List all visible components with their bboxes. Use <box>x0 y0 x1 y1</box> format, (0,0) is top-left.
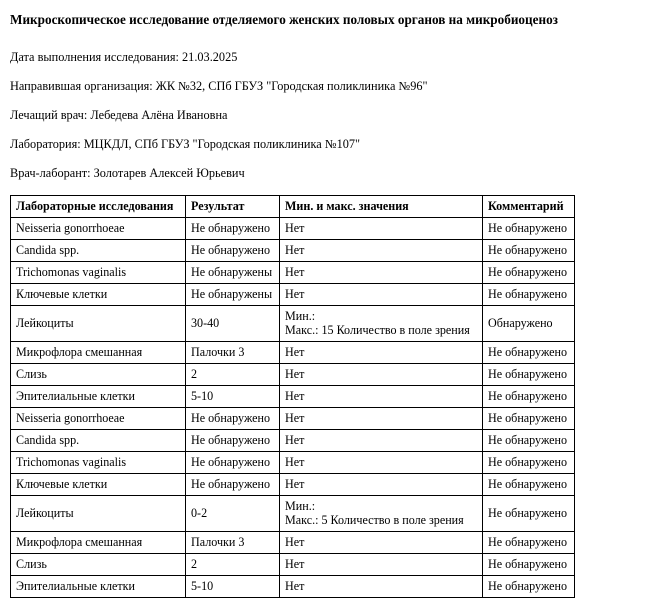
table-row <box>11 430 575 452</box>
results-table-container <box>0 195 656 598</box>
cell-comment: Не обнаружено <box>483 240 575 262</box>
cell-comment: Не обнаружено <box>483 452 575 474</box>
min-value-line: Мин.: <box>285 309 316 323</box>
cell-min-max: Нет <box>280 364 483 386</box>
cell-min-max: Нет <box>280 218 483 240</box>
cell-min-max: Нет <box>280 240 483 262</box>
cell-comment: Не обнаружено <box>483 262 575 284</box>
cell-comment: Обнаружено <box>483 306 575 342</box>
cell-test-name: Лейкоциты <box>11 306 186 342</box>
cell-min-max: Нет <box>280 386 483 408</box>
table-row <box>11 386 575 408</box>
max-value-line: Макс.: 15 Количество в поле зрения <box>285 323 470 337</box>
lab-results-table <box>10 195 575 598</box>
table-row <box>11 576 575 598</box>
cell-result: Не обнаружено <box>186 240 280 262</box>
cell-test-name: Neisseria gonorrhoeae <box>11 408 186 430</box>
cell-comment: Не обнаружено <box>483 364 575 386</box>
metadata-line-study-date: Дата выполнения исследования: 21.03.2025 <box>10 50 238 64</box>
cell-test-name: Trichomonas vaginalis <box>11 452 186 474</box>
report-metadata <box>0 50 656 180</box>
metadata-line-laboratory: Лаборатория: МЦКДЛ, СПб ГБУЗ "Городская поликлиника №107" <box>10 137 361 151</box>
table-row <box>11 408 575 430</box>
cell-result: Не обнаружены <box>186 262 280 284</box>
cell-test-name: Neisseria gonorrhoeae <box>11 218 186 240</box>
column-header-result: Результат <box>186 196 280 218</box>
column-header-minmax: Мин. и макс. значения <box>280 196 483 218</box>
table-row <box>11 474 575 496</box>
cell-result: Палочки 3 <box>186 532 280 554</box>
cell-min-max: Нет <box>280 554 483 576</box>
metadata-line-referring-org: Направившая организация: ЖК №32, СПб ГБУЗ "Городская поликлиника №96" <box>10 79 428 93</box>
cell-comment: Не обнаружено <box>483 532 575 554</box>
table-row <box>11 284 575 306</box>
cell-min-max <box>280 306 483 342</box>
cell-test-name: Слизь <box>11 554 186 576</box>
cell-result: Не обнаружено <box>186 430 280 452</box>
page-title: Микроскопическое исследование отделяемого женских половых органов на микробиоценоз <box>10 12 558 27</box>
cell-result: Палочки 3 <box>186 342 280 364</box>
column-header-test: Лабораторные исследования <box>11 196 186 218</box>
cell-comment: Не обнаружено <box>483 218 575 240</box>
table-body <box>11 218 575 598</box>
cell-result: 2 <box>186 364 280 386</box>
cell-comment: Не обнаружено <box>483 342 575 364</box>
cell-test-name: Trichomonas vaginalis <box>11 262 186 284</box>
cell-min-max: Нет <box>280 262 483 284</box>
table-row <box>11 218 575 240</box>
table-row <box>11 554 575 576</box>
cell-comment: Не обнаружено <box>483 554 575 576</box>
cell-test-name: Слизь <box>11 364 186 386</box>
cell-test-name: Эпителиальные клетки <box>11 576 186 598</box>
table-row <box>11 496 575 532</box>
cell-min-max: Нет <box>280 576 483 598</box>
cell-test-name: Candida spp. <box>11 430 186 452</box>
cell-min-max: Нет <box>280 474 483 496</box>
cell-comment: Не обнаружено <box>483 408 575 430</box>
column-header-comment: Комментарий <box>483 196 575 218</box>
table-header-row <box>11 196 575 218</box>
min-value-line: Мин.: <box>285 499 316 513</box>
table-row <box>11 262 575 284</box>
cell-result: Не обнаружено <box>186 218 280 240</box>
cell-test-name: Ключевые клетки <box>11 474 186 496</box>
cell-comment: Не обнаружено <box>483 386 575 408</box>
cell-min-max: Нет <box>280 430 483 452</box>
cell-min-max: Нет <box>280 452 483 474</box>
table-row <box>11 306 575 342</box>
cell-test-name: Ключевые клетки <box>11 284 186 306</box>
cell-comment: Не обнаружено <box>483 430 575 452</box>
cell-min-max: Нет <box>280 342 483 364</box>
table-row <box>11 364 575 386</box>
cell-comment: Не обнаружено <box>483 474 575 496</box>
table-row <box>11 240 575 262</box>
cell-result: 2 <box>186 554 280 576</box>
cell-result: 5-10 <box>186 576 280 598</box>
cell-min-max: Нет <box>280 408 483 430</box>
cell-result: Не обнаружены <box>186 284 280 306</box>
cell-result: Не обнаружено <box>186 408 280 430</box>
cell-comment: Не обнаружено <box>483 496 575 532</box>
cell-test-name: Микрофлора смешанная <box>11 532 186 554</box>
metadata-line-lab-doctor: Врач-лаборант: Золотарев Алексей Юрьевич <box>10 166 245 180</box>
cell-result: 30-40 <box>186 306 280 342</box>
table-row <box>11 452 575 474</box>
cell-min-max: Нет <box>280 532 483 554</box>
cell-result: 0-2 <box>186 496 280 532</box>
max-value-line: Макс.: 5 Количество в поле зрения <box>285 513 464 527</box>
cell-test-name: Микрофлора смешанная <box>11 342 186 364</box>
cell-test-name: Лейкоциты <box>11 496 186 532</box>
table-row <box>11 532 575 554</box>
cell-min-max <box>280 496 483 532</box>
cell-result: Не обнаружено <box>186 474 280 496</box>
cell-result: 5-10 <box>186 386 280 408</box>
metadata-line-attending-doctor: Лечащий врач: Лебедева Алёна Ивановна <box>10 108 228 122</box>
cell-comment: Не обнаружено <box>483 576 575 598</box>
cell-test-name: Candida spp. <box>11 240 186 262</box>
cell-min-max: Нет <box>280 284 483 306</box>
cell-test-name: Эпителиальные клетки <box>11 386 186 408</box>
cell-result: Не обнаружено <box>186 452 280 474</box>
table-row <box>11 342 575 364</box>
cell-comment: Не обнаружено <box>483 284 575 306</box>
